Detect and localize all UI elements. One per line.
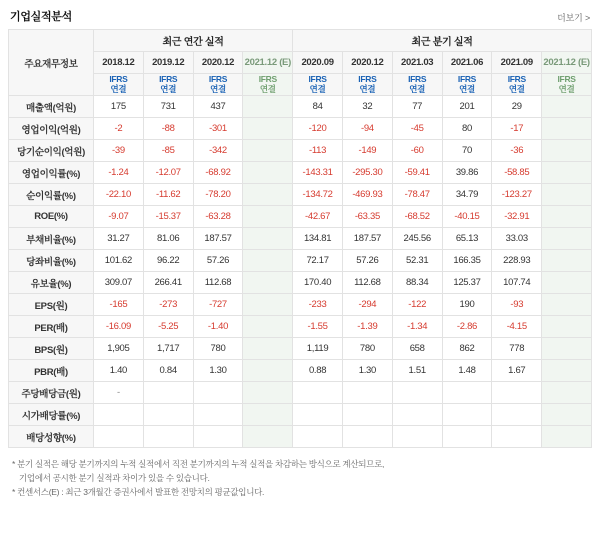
table-cell: [293, 426, 343, 448]
standard-line2: 연결: [409, 83, 426, 94]
table-cell: 201: [442, 96, 492, 118]
table-cell: -60: [392, 140, 442, 162]
table-cell: [193, 382, 243, 404]
table-cell: 780: [342, 338, 392, 360]
row-label: EPS(원): [9, 294, 94, 316]
table-cell: 39.86: [442, 162, 492, 184]
table-cell: [243, 426, 293, 448]
row-label: 매출액(억원): [9, 96, 94, 118]
table-cell: 101.62: [94, 250, 144, 272]
row-label: 배당성향(%): [9, 426, 94, 448]
row-label: PER(배): [9, 316, 94, 338]
table-cell: 125.37: [442, 272, 492, 294]
standard-header: [143, 74, 193, 96]
table-row: [9, 272, 592, 294]
table-cell: [442, 382, 492, 404]
table-cell: [442, 404, 492, 426]
table-cell: -16.09: [94, 316, 144, 338]
table-cell: -143.31: [293, 162, 343, 184]
table-cell: -68.52: [392, 206, 442, 228]
table-cell: 88.34: [392, 272, 442, 294]
table-cell: [492, 382, 542, 404]
table-cell: -39: [94, 140, 144, 162]
table-cell: [342, 404, 392, 426]
row-label: BPS(원): [9, 338, 94, 360]
table-cell: -93: [492, 294, 542, 316]
table-cell: [243, 206, 293, 228]
table-cell: -63.35: [342, 206, 392, 228]
table-cell: -85: [143, 140, 193, 162]
period-header-row: [9, 52, 592, 74]
row-label: 순이익률(%): [9, 184, 94, 206]
table-cell: -15.37: [143, 206, 193, 228]
table-cell: 1.51: [392, 360, 442, 382]
standard-line2: 연결: [558, 83, 575, 94]
table-cell: 731: [143, 96, 193, 118]
table-cell: 32: [342, 96, 392, 118]
row-label: 시가배당률(%): [9, 404, 94, 426]
table-cell: 65.13: [442, 228, 492, 250]
table-cell: -273: [143, 294, 193, 316]
period-header: 2020.09: [293, 52, 343, 74]
standard-header: [94, 74, 144, 96]
table-cell: -45: [392, 118, 442, 140]
table-cell: [143, 382, 193, 404]
table-cell: 187.57: [342, 228, 392, 250]
table-cell: -123.27: [492, 184, 542, 206]
standard-line1: IFRS: [358, 74, 377, 85]
table-cell: -11.62: [143, 184, 193, 206]
row-label: 유보율(%): [9, 272, 94, 294]
standard-line1: IFRS: [258, 74, 277, 85]
table-cell: -113: [293, 140, 343, 162]
table-cell: 166.35: [442, 250, 492, 272]
table-cell: 1.67: [492, 360, 542, 382]
table-cell: [243, 382, 293, 404]
table-cell: -134.72: [293, 184, 343, 206]
standard-line2: 연결: [309, 83, 326, 94]
table-cell: 81.06: [143, 228, 193, 250]
group-header-annual: 최근 연간 실적: [94, 30, 293, 52]
table-cell: 1.30: [193, 360, 243, 382]
table-cell: [143, 426, 193, 448]
table-cell: 1.30: [342, 360, 392, 382]
standard-line2: 연결: [160, 83, 177, 94]
table-cell: [542, 206, 592, 228]
table-row: [9, 360, 592, 382]
table-row: [9, 162, 592, 184]
table-cell: [542, 184, 592, 206]
table-cell: -42.67: [293, 206, 343, 228]
standard-header-estimate: [542, 74, 592, 96]
table-cell: [342, 426, 392, 448]
table-cell: 29: [492, 96, 542, 118]
table-cell: [492, 404, 542, 426]
table-cell: -1.39: [342, 316, 392, 338]
standard-header: [442, 74, 492, 96]
table-cell: [193, 404, 243, 426]
table-cell: [542, 162, 592, 184]
standard-line2: 연결: [359, 83, 376, 94]
table-cell: [243, 96, 293, 118]
standard-line1: IFRS: [109, 74, 128, 85]
period-header: 2020.12: [342, 52, 392, 74]
table-cell: 862: [442, 338, 492, 360]
table-cell: [243, 250, 293, 272]
table-cell: 1,717: [143, 338, 193, 360]
table-cell: -9.07: [94, 206, 144, 228]
table-cell: 34.79: [442, 184, 492, 206]
standard-line1: IFRS: [159, 74, 178, 85]
period-header: 2021.09: [492, 52, 542, 74]
table-cell: -88: [143, 118, 193, 140]
page-title: 기업실적분석: [10, 11, 72, 23]
table-cell: [542, 118, 592, 140]
table-cell: -301: [193, 118, 243, 140]
table-cell: -68.92: [193, 162, 243, 184]
table-row: [9, 228, 592, 250]
standard-header-estimate: [243, 74, 293, 96]
table-cell: [243, 316, 293, 338]
standard-line1: IFRS: [457, 74, 477, 85]
standard-header: [392, 74, 442, 96]
period-header: 2021.06: [442, 52, 492, 74]
table-head: [9, 30, 592, 96]
row-label: ROE(%): [9, 206, 94, 228]
period-header: 2021.03: [392, 52, 442, 74]
financial-summary-table: [8, 29, 592, 448]
table-row: [9, 294, 592, 316]
table-cell: [94, 426, 144, 448]
period-header-estimate: 2021.12 (E): [243, 52, 293, 74]
table-cell: -120: [293, 118, 343, 140]
table-cell: [243, 404, 293, 426]
table-cell: -294: [342, 294, 392, 316]
table-cell: -22.10: [94, 184, 144, 206]
table-cell: [442, 426, 492, 448]
table-cell: [542, 382, 592, 404]
table-cell: [243, 294, 293, 316]
header-row: [8, 6, 592, 29]
table-cell: [542, 272, 592, 294]
table-cell: [243, 118, 293, 140]
table-cell: 96.22: [143, 250, 193, 272]
table-cell: 0.88: [293, 360, 343, 382]
corner-header: 주요재무정보: [9, 30, 94, 96]
row-label: 당기순이익(억원): [9, 140, 94, 162]
table-cell: -78.20: [193, 184, 243, 206]
table-cell: 77: [392, 96, 442, 118]
standard-line2: 연결: [459, 83, 475, 94]
table-row: [9, 250, 592, 272]
table-cell: [193, 426, 243, 448]
note-line: 기업에서 공시한 분기 실적과 차이가 있을 수 있습니다.: [19, 473, 210, 484]
table-cell: 0.84: [143, 360, 193, 382]
table-cell: [243, 140, 293, 162]
table-cell: -122: [392, 294, 442, 316]
table-cell: [542, 426, 592, 448]
standard-header: [492, 74, 542, 96]
table-cell: [243, 162, 293, 184]
table-cell: -342: [193, 140, 243, 162]
table-body: [9, 96, 592, 448]
table-cell: [94, 404, 144, 426]
note-line: * 컨센서스(E) : 최근 3개월간 증권사에서 발표한 전망치의 평균값입니다.: [12, 487, 265, 498]
table-cell: [243, 338, 293, 360]
table-cell: -469.93: [342, 184, 392, 206]
table-cell: -4.15: [492, 316, 542, 338]
table-cell: -1.55: [293, 316, 343, 338]
standard-header: [193, 74, 243, 96]
table-cell: [542, 250, 592, 272]
standard-line2: 연결: [508, 83, 525, 94]
table-row: [9, 316, 592, 338]
period-header-estimate: 2021.12 (E): [542, 52, 592, 74]
table-cell: 190: [442, 294, 492, 316]
note-line: * 분기 실적은 해당 분기까지의 누적 실적에서 직전 분기까지의 누적 실적을 차감하는 방식으로 계산되므로,: [12, 459, 385, 469]
row-label: 당좌비율(%): [9, 250, 94, 272]
table-cell: 1.48: [442, 360, 492, 382]
row-label: PBR(배): [9, 360, 94, 382]
table-cell: -233: [293, 294, 343, 316]
table-cell: -17: [492, 118, 542, 140]
table-cell: -32.91: [492, 206, 542, 228]
table-cell: 780: [193, 338, 243, 360]
table-cell: 1,905: [94, 338, 144, 360]
table-cell: [542, 228, 592, 250]
table-cell: [143, 404, 193, 426]
table-cell: [392, 404, 442, 426]
row-label: 영업이익(억원): [9, 118, 94, 140]
table-cell: -58.85: [492, 162, 542, 184]
group-header-row: [9, 30, 592, 52]
row-label: 주당배당금(원): [9, 382, 94, 404]
table-cell: 134.81: [293, 228, 343, 250]
table-cell: -1.34: [392, 316, 442, 338]
table-cell: 80: [442, 118, 492, 140]
table-row: [9, 96, 592, 118]
table-cell: [243, 228, 293, 250]
table-cell: -1.40: [193, 316, 243, 338]
standard-header: [293, 74, 343, 96]
table-cell: 245.56: [392, 228, 442, 250]
table-cell: 187.57: [193, 228, 243, 250]
standard-line1: IFRS: [507, 74, 526, 85]
table-cell: 175: [94, 96, 144, 118]
table-cell: -2: [94, 118, 144, 140]
table-row: [9, 140, 592, 162]
table-row: [9, 382, 592, 404]
table-cell: 31.27: [94, 228, 144, 250]
table-cell: 57.26: [193, 250, 243, 272]
table-cell: -59.41: [392, 162, 442, 184]
table-cell: 112.68: [342, 272, 392, 294]
table-cell: [392, 382, 442, 404]
table-cell: -5.25: [143, 316, 193, 338]
table-cell: -2.86: [442, 316, 492, 338]
table-cell: [542, 294, 592, 316]
table-cell: [542, 338, 592, 360]
standard-line1: IFRS: [208, 74, 228, 85]
table-cell: -63.28: [193, 206, 243, 228]
table-cell: 437: [193, 96, 243, 118]
table-cell: 70: [442, 140, 492, 162]
table-cell: [243, 184, 293, 206]
period-header: 2020.12: [193, 52, 243, 74]
table-cell: -40.15: [442, 206, 492, 228]
table-cell: [293, 404, 343, 426]
table-cell: 778: [492, 338, 542, 360]
table-cell: -295.30: [342, 162, 392, 184]
table-cell: -727: [193, 294, 243, 316]
table-row: [9, 338, 592, 360]
standard-header: [342, 74, 392, 96]
table-cell: -149: [342, 140, 392, 162]
table-cell: 72.17: [293, 250, 343, 272]
table-cell: 170.40: [293, 272, 343, 294]
table-cell: [293, 382, 343, 404]
table-cell: [542, 96, 592, 118]
table-row: [9, 206, 592, 228]
row-label: 영업이익률(%): [9, 162, 94, 184]
table-cell: [542, 316, 592, 338]
table-row: [9, 184, 592, 206]
standard-header-row: [9, 74, 592, 96]
table-cell: [542, 360, 592, 382]
table-row: [9, 404, 592, 426]
table-cell: [243, 360, 293, 382]
standard-line2: 연결: [259, 83, 276, 94]
table-cell: -1.24: [94, 162, 144, 184]
table-cell: -12.07: [143, 162, 193, 184]
table-cell: 112.68: [193, 272, 243, 294]
standard-line1: IFRS: [557, 74, 576, 85]
table-cell: 57.26: [342, 250, 392, 272]
table-cell: -36: [492, 140, 542, 162]
standard-line1: IFRS: [408, 74, 427, 85]
row-label: 부채비율(%): [9, 228, 94, 250]
table-notes: [8, 448, 592, 507]
table-cell: 33.03: [492, 228, 542, 250]
period-header: 2018.12: [94, 52, 144, 74]
table-cell: 1,119: [293, 338, 343, 360]
table-cell: [392, 426, 442, 448]
table-row: [9, 118, 592, 140]
table-cell: 1.40: [94, 360, 144, 382]
group-header-quarterly: 최근 분기 실적: [293, 30, 592, 52]
standard-line1: IFRS: [308, 74, 327, 85]
table-row: [9, 426, 592, 448]
table-cell: [243, 272, 293, 294]
table-cell: -165: [94, 294, 144, 316]
period-header: 2019.12: [143, 52, 193, 74]
table-cell: [542, 404, 592, 426]
table-cell: [542, 140, 592, 162]
table-cell: 228.93: [492, 250, 542, 272]
table-cell: 266.41: [143, 272, 193, 294]
more-link[interactable]: 더보기 >: [557, 13, 590, 23]
table-cell: [492, 426, 542, 448]
standard-line2: 연결: [210, 83, 226, 94]
table-cell: -78.47: [392, 184, 442, 206]
standard-line2: 연결: [110, 83, 127, 94]
table-cell: 658: [392, 338, 442, 360]
table-cell: 107.74: [492, 272, 542, 294]
table-cell: 52.31: [392, 250, 442, 272]
table-cell: -94: [342, 118, 392, 140]
table-cell: 84: [293, 96, 343, 118]
table-cell: -: [94, 382, 144, 404]
table-cell: [342, 382, 392, 404]
table-cell: 309.07: [94, 272, 144, 294]
